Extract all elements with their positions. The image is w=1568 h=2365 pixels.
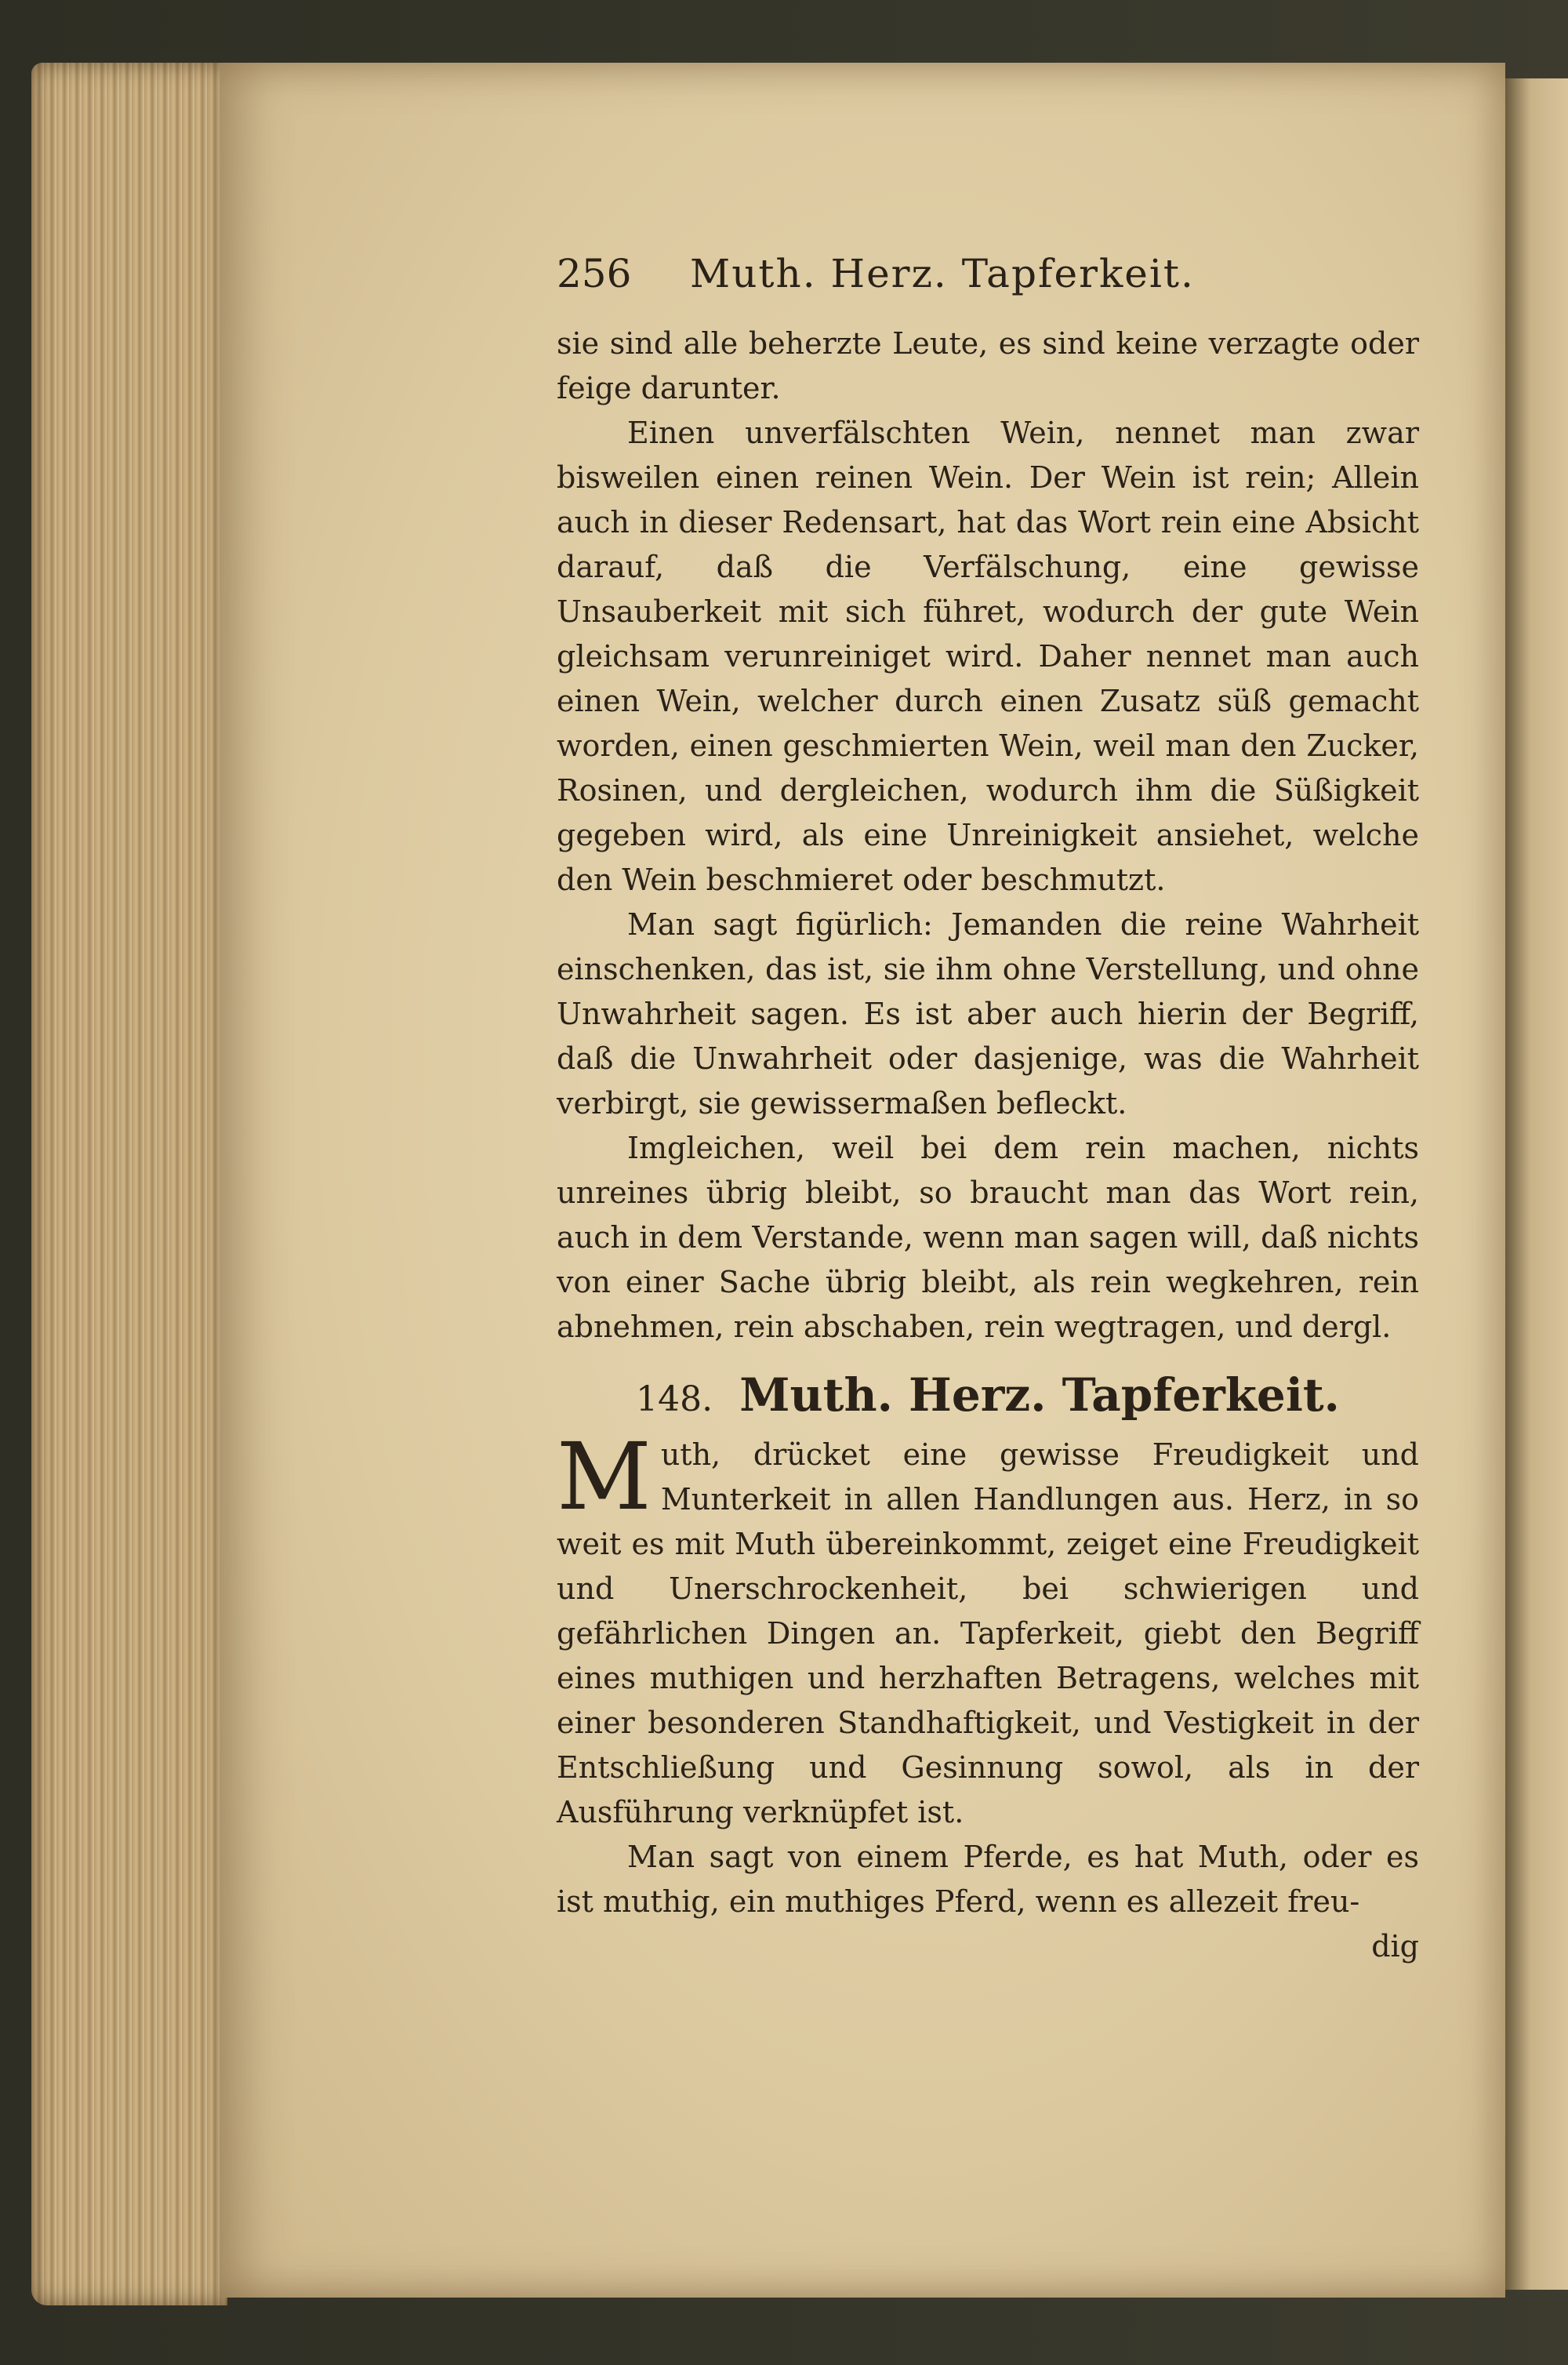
paragraph-2: Einen unverfälschten Wein, nennet man zwar bisweilen einen reinen Wein. Der Wein ist rein; Allein auch in dieser Redensart, hat das Wort rein eine Absicht darauf, daß die Verfälschung, eine gewisse Unsauberkeit mit sich führet, wodurch der gute Wein gleichsam verunreiniget wird. Daher nennet man auch einen Wein, welcher durch einen Zusatz süß gemacht worden, einen geschmierten Wein, weil man den Zucker, Rosinen, und dergleichen, wodurch ihm die Süßigkeit gegeben wird, als eine Unreinigkeit ansiehet, welche den Wein beschmieret oder beschmutzt.: [557, 416, 1419, 897]
page-number: 256: [557, 251, 632, 296]
paragraph-1: sie sind alle beherzte Leute, es sind keine verzagte oder feige darunter.: [557, 326, 1419, 405]
drop-cap: M: [557, 1422, 652, 1531]
section-number: 148.: [636, 1379, 713, 1419]
catchword: dig: [1371, 1929, 1419, 1964]
section-title: Muth. Herz. Tapferkeit.: [739, 1368, 1340, 1422]
facing-page-edge: [1505, 78, 1568, 2290]
paragraph-3: Man sagt figürlich: Jemanden die reine Wahrheit einschenken, das ist, sie ihm ohne Verstellung, und ohne Unwahrheit sagen. Es ist aber auch hierin der Begriff, daß die Unwahrheit oder dasjenige, was die Wahrheit verbirgt, sie gewissermaßen befleckt.: [557, 907, 1419, 1121]
section-heading: [557, 1364, 1419, 1426]
section-paragraph: [557, 1422, 1419, 1835]
paragraph-4: Imgleichen, weil bei dem rein machen, nichts unreines übrig bleibt, so braucht man das Wort rein, auch in dem Verstande, wenn man sagen will, daß nichts von einer Sache übrig bleibt, als rein wegkehren, rein abnehmen, rein abschaben, rein wegtragen, und dergl.: [557, 1131, 1419, 1344]
running-title: Muth. Herz. Tapferkeit.: [690, 251, 1195, 296]
page-edges: [31, 63, 227, 2305]
text-block: [557, 251, 1419, 1969]
page-header: [557, 251, 1419, 322]
section-paragraph-text: uth, drücket eine gewisse Freudigkeit und Munterkeit in allen Handlungen aus. Herz, in so weit es mit Muth übereinkommt, zeiget eine Freudigkeit und Unerschrockenheit, bei schwierigen und gefährlichen Dingen an. Tapferkeit, giebt den Begriff eines muthigen und herzhaften Betragens, welches mit einer besonderen Standhaftigkeit, und Vestigkeit in der Entschließung und Gesinnung sowol, als in der Ausführung verknüpfet ist.: [557, 1437, 1419, 1829]
last-paragraph: Man sagt von einem Pferde, es hat Muth, oder es ist muthig, ein muthiges Pferd, wenn es allezeit freu-: [557, 1840, 1419, 1919]
